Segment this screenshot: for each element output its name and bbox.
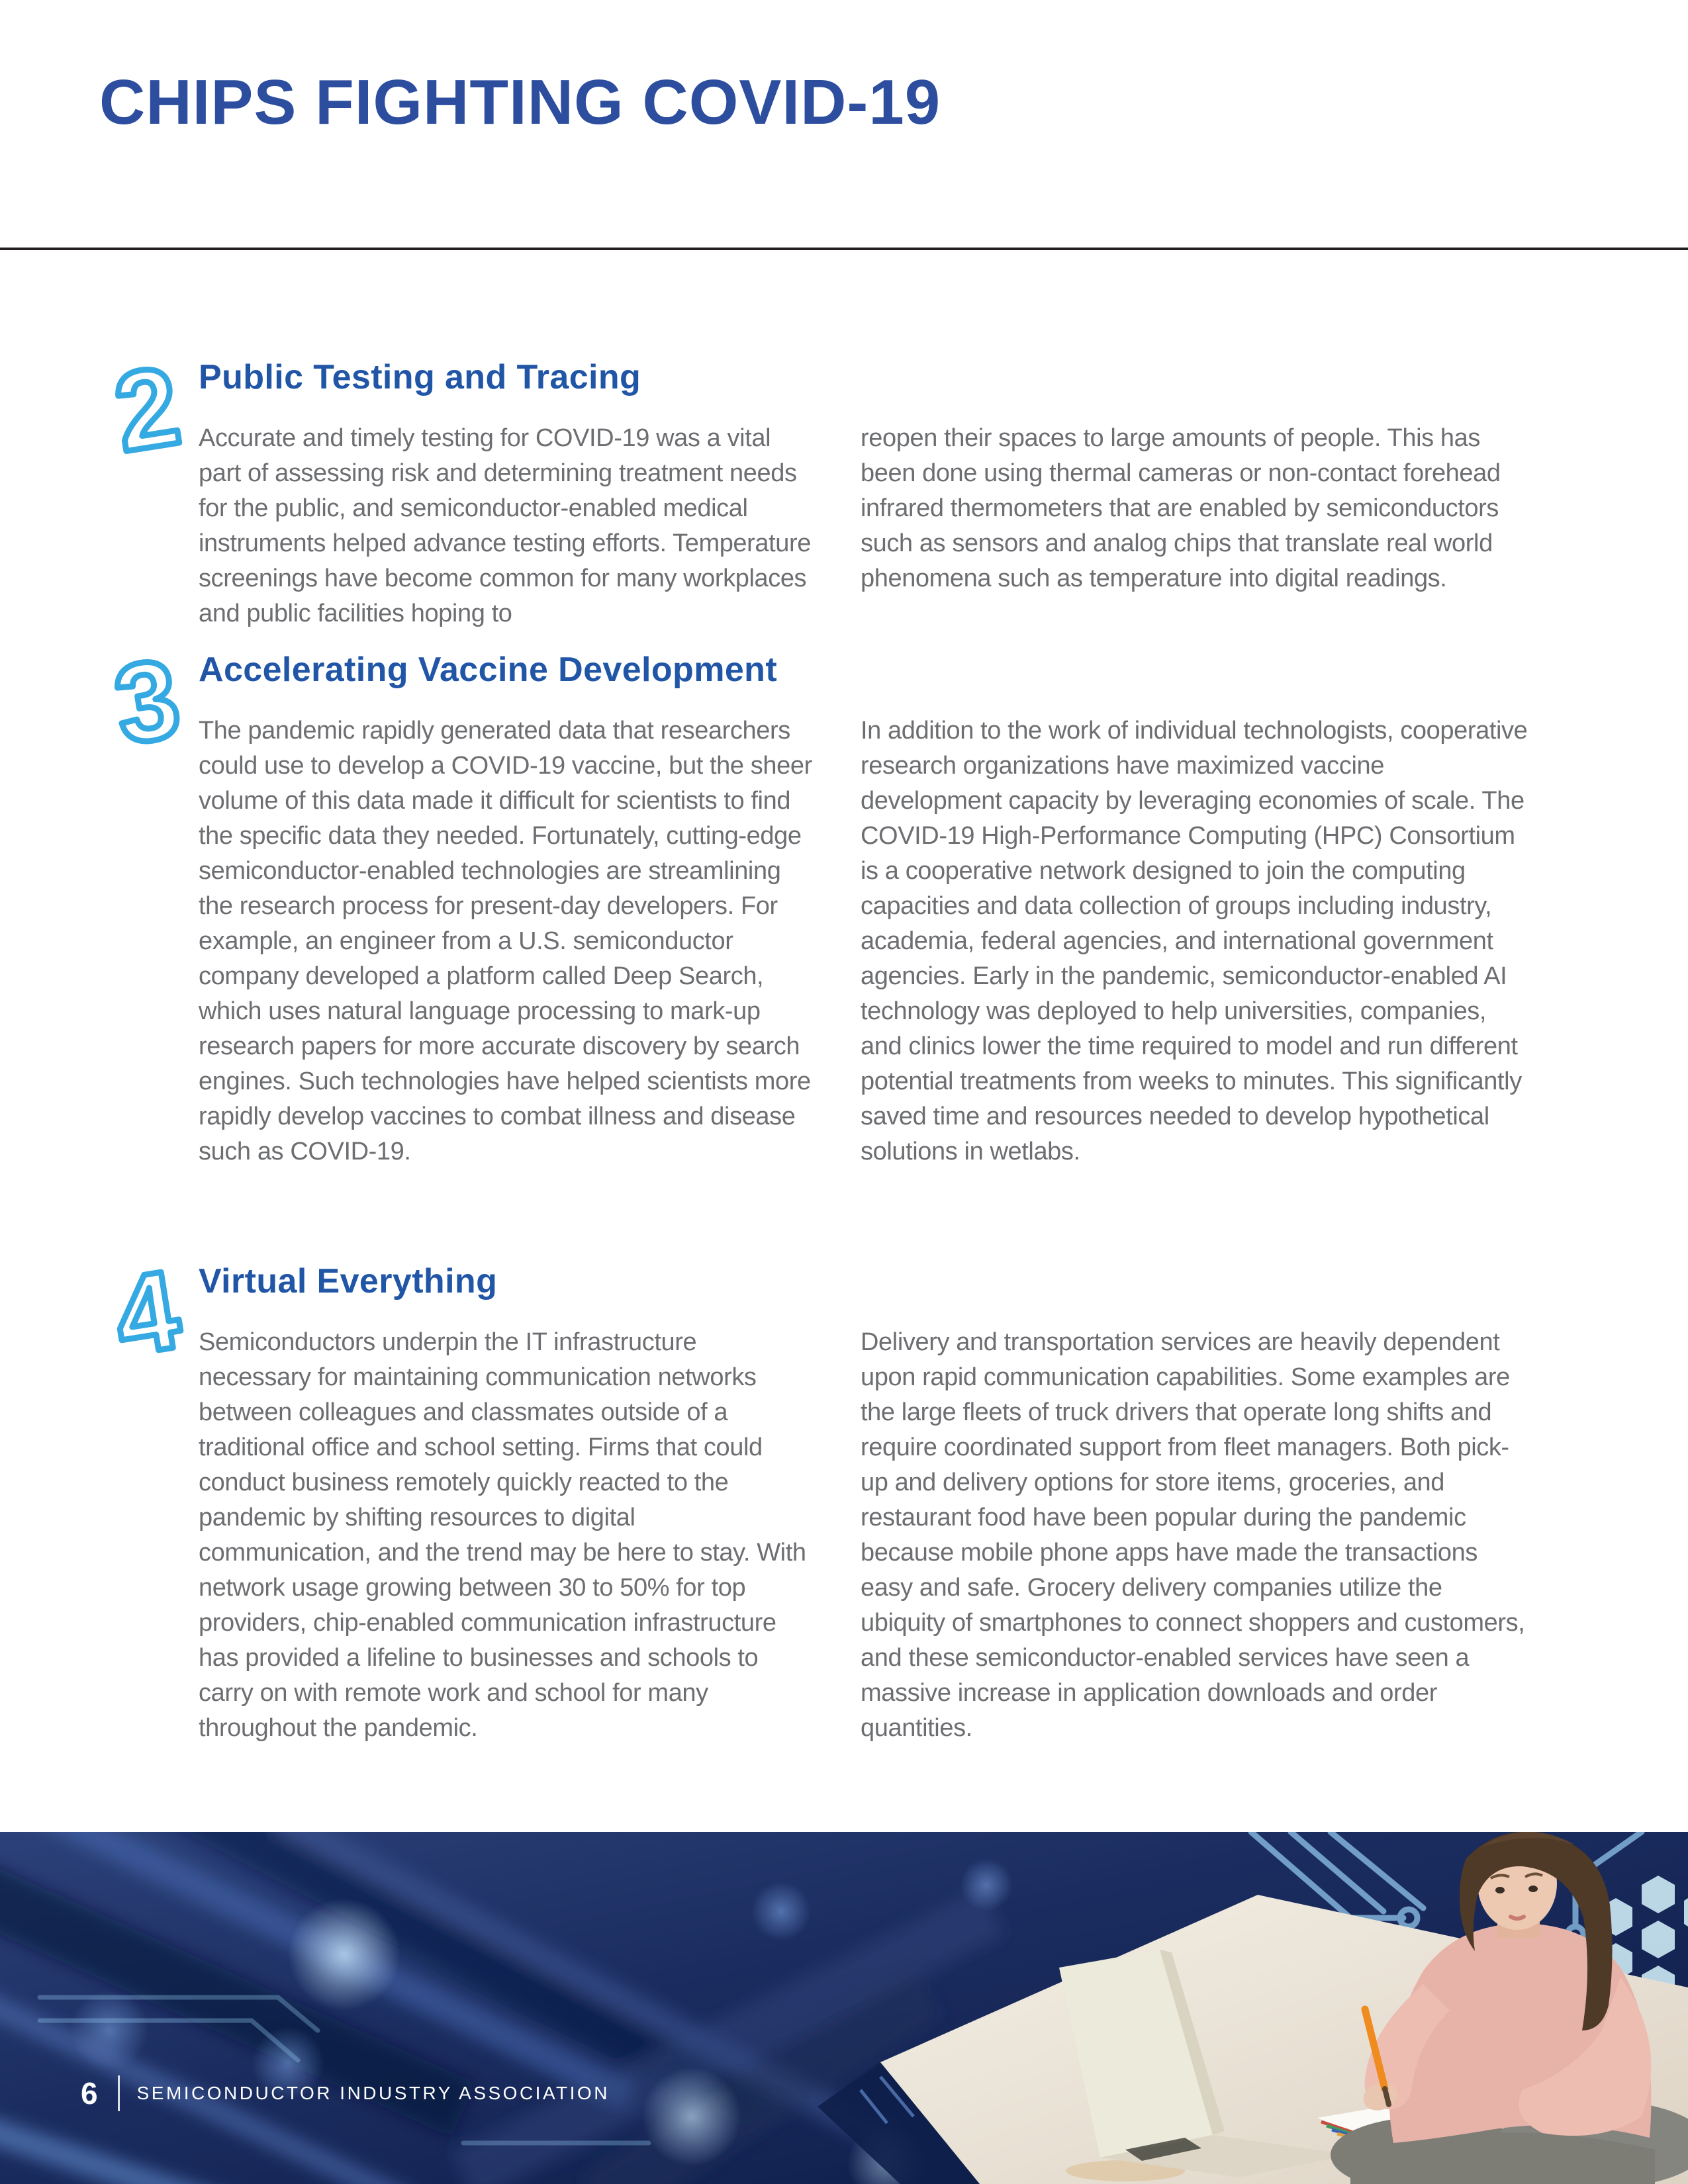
section-number: 4 xyxy=(107,1246,188,1380)
section-column-right: In addition to the work of individual technologists, cooperative research organizations have maximized vaccine development capacity by leveraging economies of scale. The COVID-19 High-Performance Computing (HPC) Consortium is a cooperative network designed to join the computing capacities and data collection of groups including industry, academia, federal agencies, and international government agencies. Early in the pandemic, semiconductor-enabled AI technology was deployed to help universities, companies, and clinics lower the time required to model and run different potential treatments from weeks to minutes. This significantly saved time and resources needed to develop hypothetical solutions in wetlabs. xyxy=(861,717,1528,1165)
header-divider xyxy=(0,248,1688,250)
section-number: 2 xyxy=(107,342,188,476)
page-footer xyxy=(81,2075,610,2111)
section-column-left: Accurate and timely testing for COVID-19 was a vital part of assessing risk and determining treatment needs for the public, and semiconductor-enabled medical instruments helped advance testing efforts. Temperature screenings have become common for many workplaces and public facilities hoping to xyxy=(199,424,812,627)
page-title: CHIPS FIGHTING COVID-19 xyxy=(99,67,941,138)
footer-org-label: SEMICONDUCTOR INDUSTRY ASSOCIATION xyxy=(136,2083,610,2103)
footer-page-number: 6 xyxy=(81,2076,98,2111)
section-heading: Virtual Everything xyxy=(199,1262,498,1300)
section-column-left: Semiconductors underpin the IT infrastructure necessary for maintaining communication networks between colleagues and classmates outside of a traditional office and school setting. Firms that could conduct business remotely quickly reacted to the pandemic by shifting resources to digital communication, and the trend may be here to stay. With network usage growing between 30 to 50% for top providers, chip-enabled communication infrastructure has provided a lifeline to businesses and schools to carry on with remote work and school for many throughout the pandemic. xyxy=(199,1328,806,1742)
section-heading: Public Testing and Tracing xyxy=(199,358,641,396)
section-column-right: reopen their spaces to large amounts of people. This has been done using thermal cameras or non-contact forehead infrared thermometers that are enabled by semiconductors such as sensors and analog chips that translate real world phenomena such as temperature into digital readings. xyxy=(861,424,1501,592)
section-column-right: Delivery and transportation services are heavily dependent upon rapid communication capabilities. Some examples are the large fleets of truck drivers that operate long shifts and require coordinated support from fleet managers. Both pick-up and delivery options for store items, groceries, and restaurant food have been popular during the pandemic because mobile phone apps have made the transactions easy and safe. Grocery delivery companies utilize the ubiquity of smartphones to connect shoppers and customers, and these semiconductor-enabled services have seen a massive increase in application downloads and order quantities. xyxy=(861,1328,1525,1742)
section-number: 3 xyxy=(107,635,188,768)
section-heading: Accelerating Vaccine Development xyxy=(199,651,778,689)
footer-separator-bar xyxy=(118,2075,120,2111)
banner-image xyxy=(0,1832,1688,2184)
section-column-left: The pandemic rapidly generated data that researchers could use to develop a COVID-19 vaccine, but the sheer volume of this data made it difficult for scientists to find the specific data they needed. Fortunately, cutting-edge semiconductor-enabled technologies are streamlining the research process for present-day developers. For example, an engineer from a U.S. semiconductor company developed a platform called Deep Search, which uses natural language processing to mark-up research papers for more accurate discovery by search engines. Such technologies have helped scientists more rapidly develop vaccines to combat illness and disease such as COVID-19. xyxy=(199,717,812,1165)
